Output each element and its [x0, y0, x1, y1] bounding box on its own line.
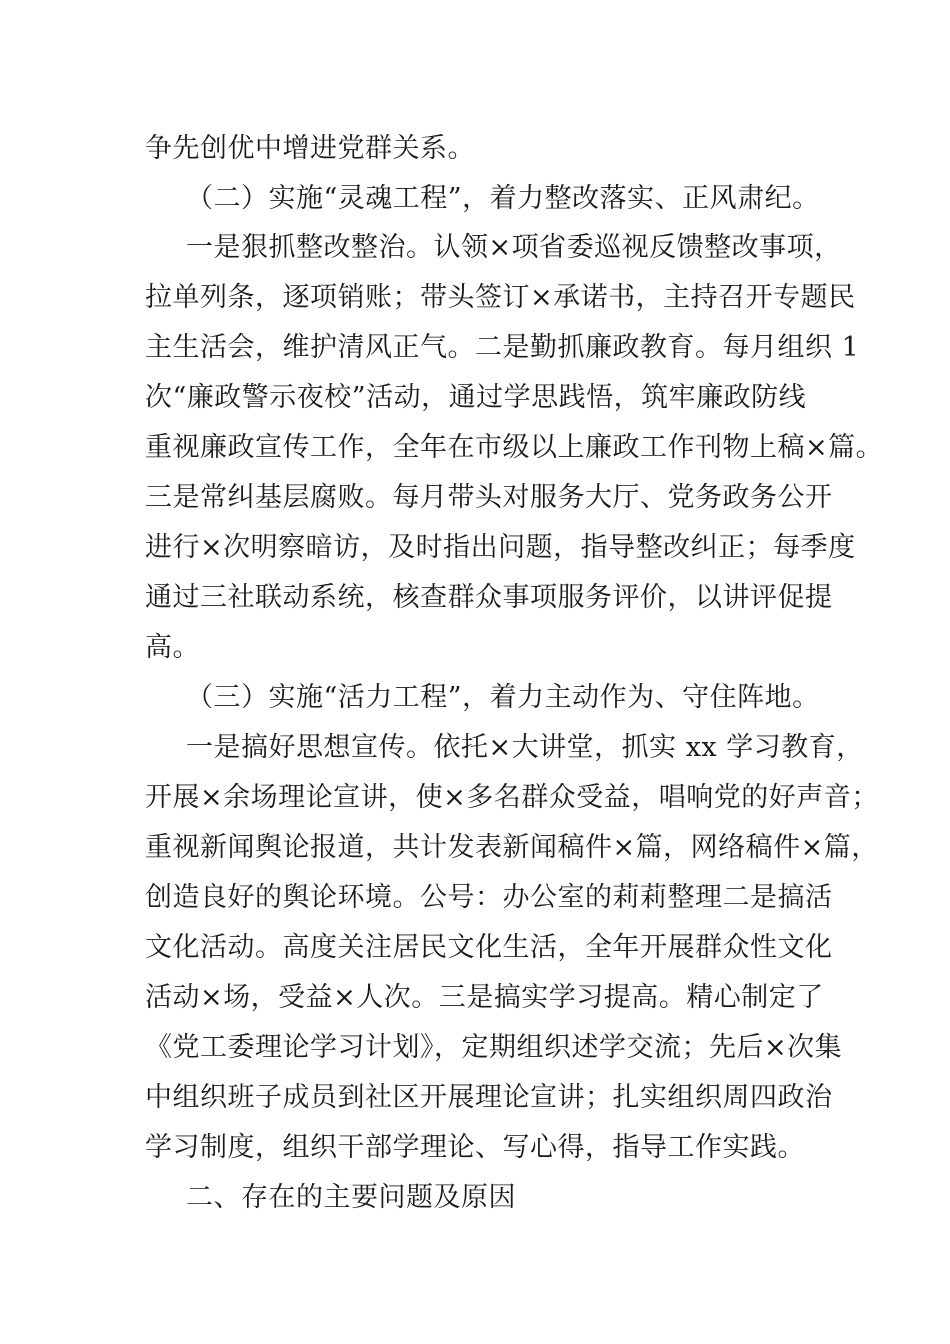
text-line: 开展×余场理论宣讲，使×多名群众受益，唱响党的好声音； — [145, 782, 879, 813]
text-line: 中组织班子成员到社区开展理论宣讲；扎实组织周四政治 — [145, 1082, 833, 1113]
text-line: 主生活会，维护清风正气。二是勤抓廉政教育。每月组织 1 — [145, 332, 860, 363]
text-line: 三是常纠基层腐败。每月带头对服务大厅、党务政务公开 — [145, 482, 833, 513]
text-line: 学习制度，组织干部学理论、写心得，指导工作实践。 — [145, 1132, 805, 1163]
text-line: 重视新闻舆论报道，共计发表新闻稿件×篇，网络稿件×篇， — [145, 832, 879, 863]
text-line: 《党工委理论学习计划》，定期组织述学交流；先后×次集 — [145, 1032, 843, 1063]
text-line: 一是狠抓整改整治。认领×项省委巡视反馈整改事项， — [186, 232, 842, 263]
text-line: 次“廉政警示夜校”活动，通过学思践悟，筑牢廉政防线 — [145, 382, 807, 413]
text-line: 文化活动。高度关注居民文化生活，全年开展群众性文化 — [145, 932, 833, 963]
text-line: 重视廉政宣传工作，全年在市级以上廉政工作刊物上稿×篇。 — [145, 432, 884, 463]
text-line: 创造良好的舆论环境。公号：办公室的莉莉整理二是搞活 — [145, 882, 833, 913]
text-line: 拉单列条，逐项销账；带头签订×承诺书，主持召开专题民 — [145, 282, 856, 313]
section-heading: （二）实施“灵魂工程”，着力整改落实、正风肃纪。 — [186, 183, 820, 214]
text-line: 通过三社联动系统，核查群众事项服务评价，以讲评促提 — [145, 582, 833, 613]
section-heading: 二、存在的主要问题及原因 — [186, 1182, 516, 1213]
section-heading: （三）实施“活力工程”，着力主动作为、守住阵地。 — [186, 682, 820, 713]
text-line: 进行×次明察暗访，及时指出问题，指导整改纠正；每季度 — [145, 532, 856, 563]
text-line: 一是搞好思想宣传。依托×大讲堂，抓实 xx 学习教育， — [186, 732, 864, 763]
text-line: 高。 — [145, 632, 200, 663]
text-line: 活动×场，受益×人次。三是搞实学习提高。精心制定了 — [145, 982, 824, 1013]
text-line: 争先创优中增进党群关系。 — [145, 133, 475, 164]
